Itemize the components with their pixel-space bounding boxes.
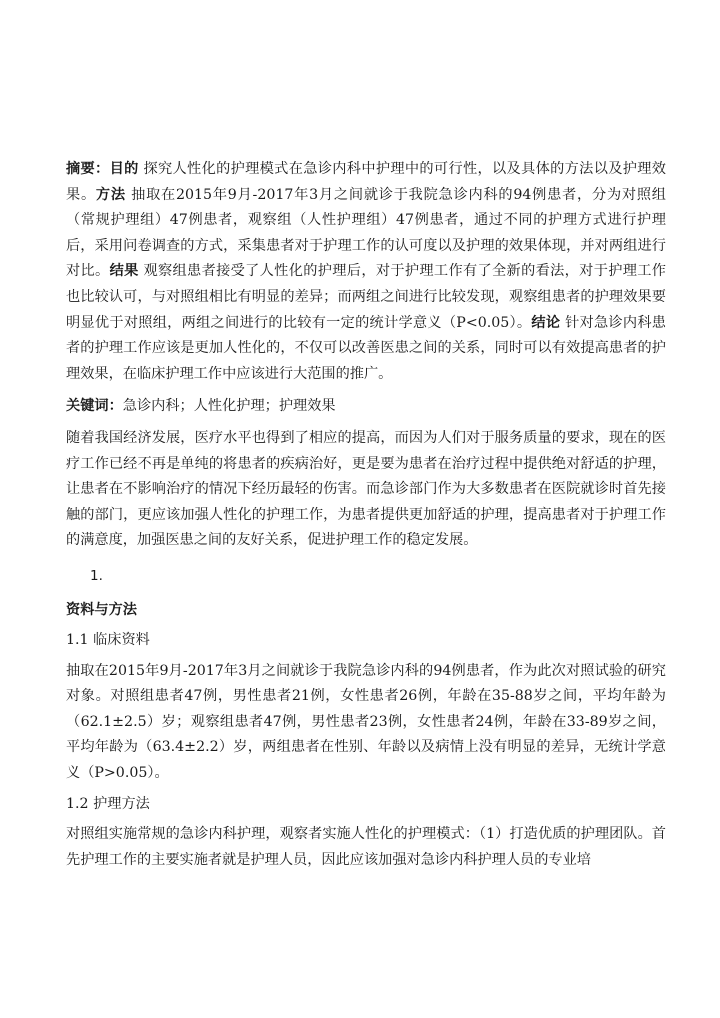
subsection-heading-clinical-data: 1.1 临床资料 [66, 632, 150, 649]
conclusion-text: 针对急诊内科患者的护理工作应该是更加人性化的，不仅可以改善医患之间的关系，同时可以有效提高患者的护理效果，在临床护理工作中应该进行大范围的推广。 [66, 314, 666, 382]
section-heading: 资料与方法 [66, 601, 137, 618]
intro-paragraph: 随着我国经济发展，医疗水平也得到了相应的提高，而因为人们对于服务质量的要求，现在的医疗工作已经不再是单纯的将患者的疾病治好，更是要为患者在治疗过程中提供绝对舒适的护理，让患者在不影响治疗的情况下经历最轻的伤害。而急诊部门作为大多数患者在医院就诊时首先接触的部门，更应该加强人性化的护理工作，为患者提供更加舒适的护理，提高患者对于护理工作的满意度，加强医患之间的友好关系，促进护理工作的稳定发展。 [66, 429, 666, 549]
abstract-paragraph [66, 157, 666, 387]
objective-label: 目的 [109, 161, 139, 177]
document-page [66, 157, 666, 873]
methods-label: 方法 [95, 186, 126, 203]
subsection-heading-nursing-methods: 1.2 护理方法 [66, 795, 150, 812]
keywords-label: 关键词： [66, 398, 123, 415]
nursing-methods-paragraph: 对照组实施常规的急诊内科护理，观察者实施人性化的护理模式：（1）打造优质的护理团队。首先护理工作的主要实施者就是护理人员，因此应该加强对急诊内科护理人员的专业培 [66, 826, 666, 868]
conclusion-label: 结论 [531, 314, 561, 331]
section-number: 1. [90, 567, 103, 584]
abstract-label: 摘要： [66, 161, 110, 177]
objective-text: 探究人性化的护理模式在急诊内科中护理中的可行性，以及具体的方法以及护理效果。 [66, 161, 666, 203]
keywords-paragraph [66, 394, 666, 420]
clinical-data-paragraph: 抽取在2015年9月-2017年3月之间就诊于我院急诊内科的94例患者，作为此次对照试验的研究对象。对照组患者47例，男性患者21例，女性患者26例，年龄在35-88岁之间，平均年龄为（62.1±2.5）岁；观察组患者47例，男性患者23例，女性患者24例，年龄在33-89岁之间，平均年龄为（63.4±2.2）岁，两组患者在性别、年龄以及病情上没有明显的差异，无统计学意义（P>0.05）。 [66, 662, 666, 782]
results-label: 结果 [109, 263, 139, 280]
methods-text: 抽取在2015年9月-2017年3月之间就诊于我院急诊内科的94例患者，分为对照组（常规护理组）47例患者，观察组（人性护理组）47例患者，通过不同的护理方式进行护理后，采用问卷调查的方式，采集患者对于护理工作的认可度以及护理的效果体现，并对两组进行对比。 [66, 186, 666, 280]
results-text: 观察组患者接受了人性化的护理后，对于护理工作有了全新的看法，对于护理工作也比较认可，与对照组相比有明显的差异；而两组之间进行比较发现，观察组患者的护理效果要明显优于对照组，两组之间进行的比较有一定的统计学意义（P<0.05）。 [66, 263, 666, 331]
keywords-text: 急诊内科；人性化护理；护理效果 [122, 398, 336, 415]
